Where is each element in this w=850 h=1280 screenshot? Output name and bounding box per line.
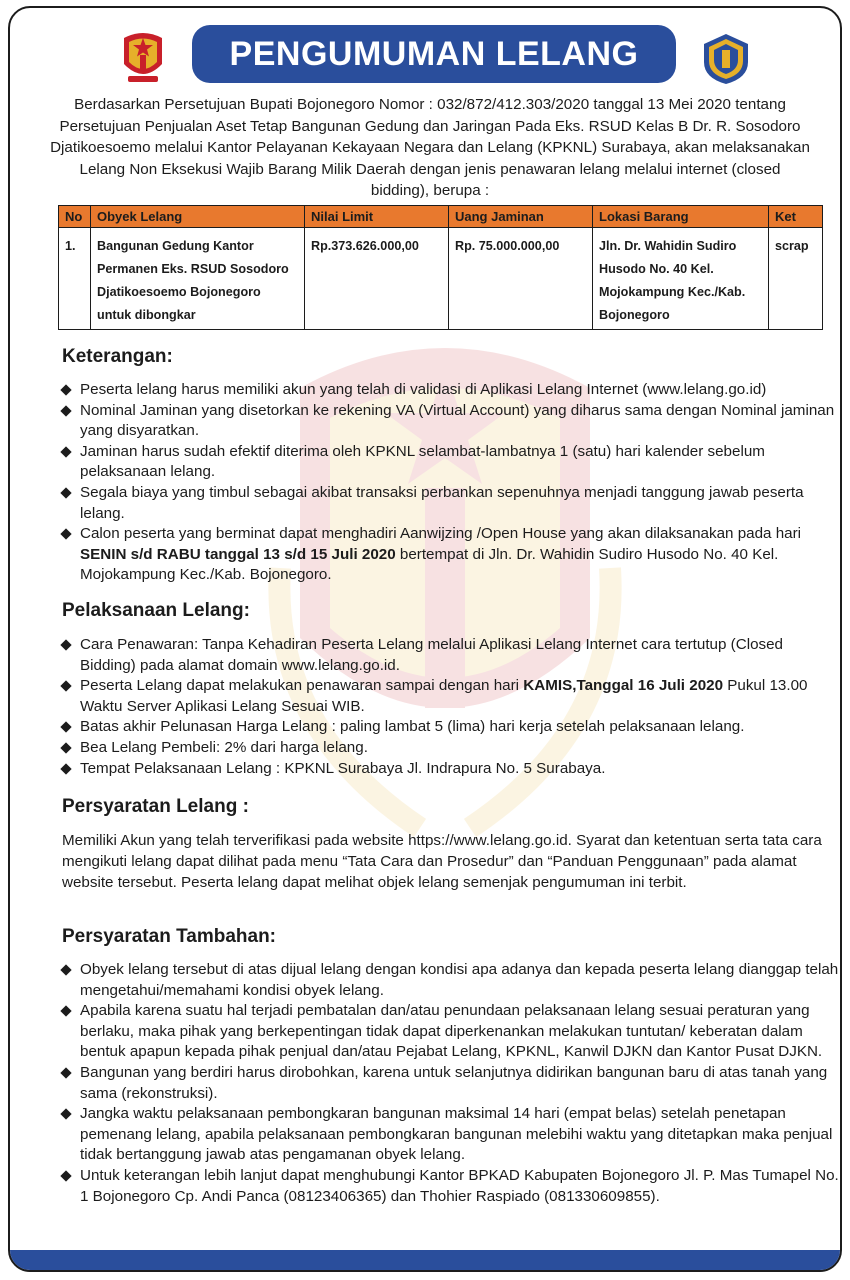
section-title-persyaratan: Persyaratan Lelang : — [62, 796, 249, 817]
diamond-bullet-icon — [60, 742, 71, 753]
list-item: Segala biaya yang timbul sebagai akibat transaksi perbankan sepenuhnya menjadi tanggung jawab peserta lelang. — [60, 483, 840, 524]
diamond-bullet-icon — [60, 1170, 71, 1181]
diamond-bullet-icon — [60, 681, 71, 692]
persyaratan-paragraph: Memiliki Akun yang telah terverifikasi pada website https://www.lelang.go.id. Syarat dan ketentuan serta tata cara mengikuti lelang dapat dilihat pada menu “Tata Cara dan Prosedur” dan “Panduan Penggunaan” pada alamat website tersebut. Peserta lelang dapat melihat objek lelang semenjak pengumuman ini terbit. — [62, 832, 822, 891]
pelaksanaan-list — [60, 635, 840, 779]
list-item: Batas akhir Pelunasan Harga Lelang : paling lambat 5 (lima) hari kerja setelah pelaksanaan lelang. — [60, 717, 840, 738]
col-header-obyek: Obyek Lelang — [91, 206, 305, 228]
diamond-bullet-icon — [60, 384, 71, 395]
col-header-uang-jaminan: Uang Jaminan — [449, 206, 593, 228]
diamond-bullet-icon — [60, 639, 71, 650]
intro-paragraph: Berdasarkan Persetujuan Bupati Bojonegoro Nomor : 032/872/412.303/2020 tanggal 13 Mei 2020 tentang Persetujuan Penjualan Aset Tetap Bangunan Gedung dan Jaringan Pada Eks. RSUD Kelas B Dr. R. Sosodoro Djatikoesoemo melalui Kantor Pelayanan Kekayaan Negara dan Lelang (KPKNL) Surabaya, akan melaksanakan Lelang Non Eksekusi Wajib Barang Milik Daerah dengan jenis penawaran lelang melalui internet (closed bidding), berupa : — [50, 96, 810, 200]
list-item: Untuk keterangan lebih lanjut dapat menghubungi Kantor BPKAD Kabupaten Bojonegoro Jl. P. Mas Tumapel No. 1 Bojonegoro Cp. Andi Panca (08123406365) dan Thohier Raspiado (081330609855). — [60, 1166, 840, 1207]
col-header-ket: Ket — [769, 206, 823, 228]
list-item: Peserta lelang harus memiliki akun yang telah di validasi di Aplikasi Lelang Internet (www.lelang.go.id) — [60, 380, 840, 401]
diamond-bullet-icon — [60, 1067, 71, 1078]
cell-lokasi: Jln. Dr. Wahidin Sudiro Husodo No. 40 Kel. Mojokampung Kec./Kab. Bojonegoro — [593, 228, 769, 330]
footer-bar — [10, 1250, 840, 1270]
list-item: Nominal Jaminan yang disetorkan ke rekening VA (Virtual Account) yang diharus sama dengan Nominal jaminan yang disyaratkan. — [60, 401, 840, 442]
col-header-no: No — [59, 206, 91, 228]
list-item: Jaminan harus sudah efektif diterima oleh KPKNL selambat-lambatnya 1 (satu) hari kalender sebelum pelaksanaan lelang. — [60, 442, 840, 483]
aanwijzing-date: SENIN s/d RABU tanggal 13 s/d 15 Juli 2020 — [80, 545, 396, 563]
diamond-bullet-icon — [60, 964, 71, 975]
table-header-row — [59, 206, 823, 228]
col-header-nilai-limit: Nilai Limit — [305, 206, 449, 228]
cell-ket: scrap — [769, 228, 823, 330]
cell-obyek: Bangunan Gedung Kantor Permanen Eks. RSUD Sosodoro Djatikoesoemo Bojonegoro untuk dibongkar — [91, 228, 305, 330]
diamond-bullet-icon — [60, 722, 71, 733]
diamond-bullet-icon — [60, 487, 71, 498]
keterangan-list — [60, 380, 840, 586]
section-title-pelaksanaan: Pelaksanaan Lelang: — [62, 600, 250, 621]
diamond-bullet-icon — [60, 528, 71, 539]
section-title-tambahan: Persyaratan Tambahan: — [62, 926, 277, 947]
cell-nilai-limit: Rp.373.626.000,00 — [305, 228, 449, 330]
table-row — [59, 228, 823, 330]
cell-uang-jaminan: Rp. 75.000.000,00 — [449, 228, 593, 330]
list-item: Peserta Lelang dapat melakukan penawaran sampai dengan hari KAMIS,Tanggal 16 Juli 2020 Pukul 13.00 Waktu Server Aplikasi Lelang Sesuai WIB. — [60, 676, 840, 717]
list-item: Apabila karena suatu hal terjadi pembatalan dan/atau penundaan pelaksanaan lelang sesuai peraturan yang berlaku, maka pihak yang berkepentingan tidak dapat diperkenankan melakukan tuntutan/ keberatan dalam bentuk apapun kepada pihak penjual dan/atau Pejabat Lelang, KPKNL, Kanwil DJKN dan Kantor Pusat DJKN. — [60, 1001, 840, 1063]
list-item: Obyek lelang tersebut di atas dijual lelang dengan kondisi apa adanya dan kepada peserta lelang dianggap telah mengetahui/memahami kondisi obyek lelang. — [60, 960, 840, 1001]
kemenkeu-logo — [698, 30, 754, 86]
diamond-bullet-icon — [60, 405, 71, 416]
list-item: Tempat Pelaksanaan Lelang : KPKNL Surabaya Jl. Indrapura No. 5 Surabaya. — [60, 759, 840, 780]
list-item: Jangka waktu pelaksanaan pembongkaran bangunan maksimal 14 hari (empat belas) setelah penetapan pemenang lelang, apabila pelaksanaan pembongkaran bangunan melebihi waktu yang ditetapkan maka penjual tidak bertanggung jawab atas pengamanan obyek lelang. — [60, 1104, 840, 1166]
diamond-bullet-icon — [60, 763, 71, 774]
cell-no: 1. — [59, 228, 91, 330]
bidding-deadline: KAMIS,Tanggal 16 Juli 2020 — [523, 677, 724, 695]
section-title-keterangan: Keterangan: — [62, 346, 173, 367]
list-item: Cara Penawaran: Tanpa Kehadiran Peserta Lelang melalui Aplikasi Lelang Internet cara tertutup (Closed Bidding) pada alamat domain www.lelang.go.id. — [60, 635, 840, 676]
list-item: Bea Lelang Pembeli: 2% dari harga lelang. — [60, 738, 840, 759]
bojonegoro-regency-logo — [120, 28, 166, 86]
tambahan-list — [60, 960, 840, 1207]
announcement-frame — [8, 6, 842, 1272]
auction-lots-table — [58, 205, 823, 330]
col-header-lokasi: Lokasi Barang — [593, 206, 769, 228]
list-item: Calon peserta yang berminat dapat menghadiri Aanwijzing /Open House yang akan dilaksanakan pada hari SENIN s/d RABU tanggal 13 s/d 15 Juli 2020 bertempat di Jln. Dr. Wahidin Sudiro Husodo No. 40 Kel. Mojokampung Kec./Kab. Bojonegoro. — [60, 524, 840, 586]
diamond-bullet-icon — [60, 446, 71, 457]
diamond-bullet-icon — [60, 1108, 71, 1119]
diamond-bullet-icon — [60, 1006, 71, 1017]
page-title: PENGUMUMAN LELANG — [192, 25, 676, 83]
list-item: Bangunan yang berdiri harus dirobohkan, karena untuk selanjutnya didirikan bangunan baru di atas tanah yang sama (rekonstruksi). — [60, 1063, 840, 1104]
header — [10, 8, 840, 90]
